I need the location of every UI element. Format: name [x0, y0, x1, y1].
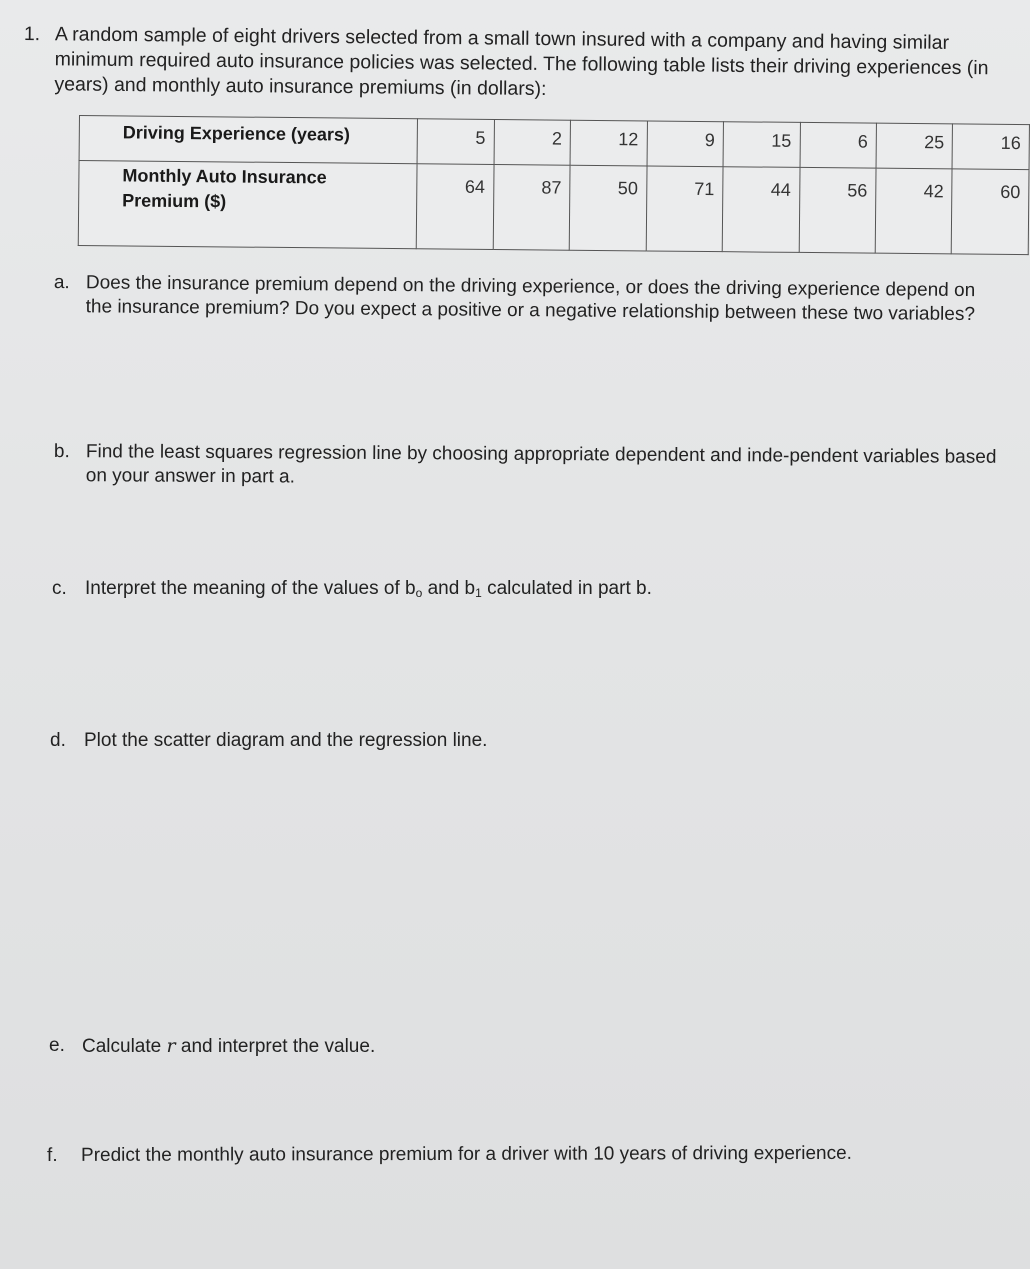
problem-intro [23, 22, 1009, 106]
experience-cell: 25 [876, 123, 953, 169]
question-label: e. [49, 1035, 65, 1056]
question-a [54, 271, 1004, 327]
experience-cell: 9 [647, 121, 724, 167]
question-text [82, 1034, 549, 1059]
question-label: d. [50, 730, 66, 751]
variable-r: r [166, 1035, 176, 1057]
problem-intro-text: A random sample of eight drivers selected from a small town insured with a company and having similar minimum required auto insurance policies was selected. The following table lists their driving experiences (in years) and monthly auto insurance premiums (in dollars): [54, 23, 989, 101]
premium-cell: 64 [416, 164, 493, 250]
premium-cell: 42 [875, 168, 952, 254]
premium-cell: 56 [799, 167, 876, 253]
question-text: Does the insurance premium depend on the driving experience, or does the driving experience depend on the insurance premium? Do you expect a positive or a negative relationship between these two variables? [85, 272, 976, 326]
data-table [78, 115, 1030, 255]
experience-cell: 2 [494, 119, 571, 165]
question-text: Plot the scatter diagram and the regression line. [84, 730, 488, 751]
subscript-one: 1 [475, 586, 482, 600]
question-f [47, 1142, 947, 1168]
question-c [52, 577, 752, 605]
subscript-zero: o [415, 586, 423, 600]
question-label: f. [47, 1144, 58, 1166]
question-text-part: Calculate [82, 1036, 167, 1057]
question-e [49, 1034, 549, 1059]
experience-cell: 6 [800, 122, 877, 168]
question-b [54, 440, 1004, 494]
premium-cell: 60 [952, 169, 1029, 255]
premium-cell: 44 [722, 167, 799, 253]
question-text-part: Interpret the meaning of the values of b [85, 578, 416, 599]
experience-header: Driving Experience (years) [79, 116, 418, 164]
question-d [50, 729, 750, 753]
question-text-part: and b [422, 578, 476, 599]
question-label: a. [53, 271, 70, 294]
premium-cell: 50 [569, 165, 646, 251]
question-text-part: calculated in part b. [481, 578, 652, 599]
question-label: b. [53, 440, 70, 463]
premium-row [78, 161, 1029, 255]
premium-header: Monthly Auto Insurance Premium ($) [78, 161, 417, 249]
question-text [85, 577, 752, 605]
experience-cell: 12 [570, 120, 647, 166]
experience-cell: 16 [952, 124, 1029, 170]
experience-cell: 5 [417, 119, 494, 165]
question-label: c. [52, 578, 67, 599]
premium-cell: 71 [646, 166, 723, 252]
problem-number: 1. [23, 22, 41, 46]
premium-cell: 87 [493, 164, 570, 250]
question-text-part: and interpret the value. [175, 1036, 376, 1057]
experience-cell: 15 [723, 122, 800, 168]
question-text: Find the least squares regression line by choosing appropriate dependent and inde-pendent variables based on your answer in part a. [85, 441, 997, 488]
question-text: Predict the monthly auto insurance premium for a driver with 10 years of driving experience. [81, 1142, 852, 1166]
